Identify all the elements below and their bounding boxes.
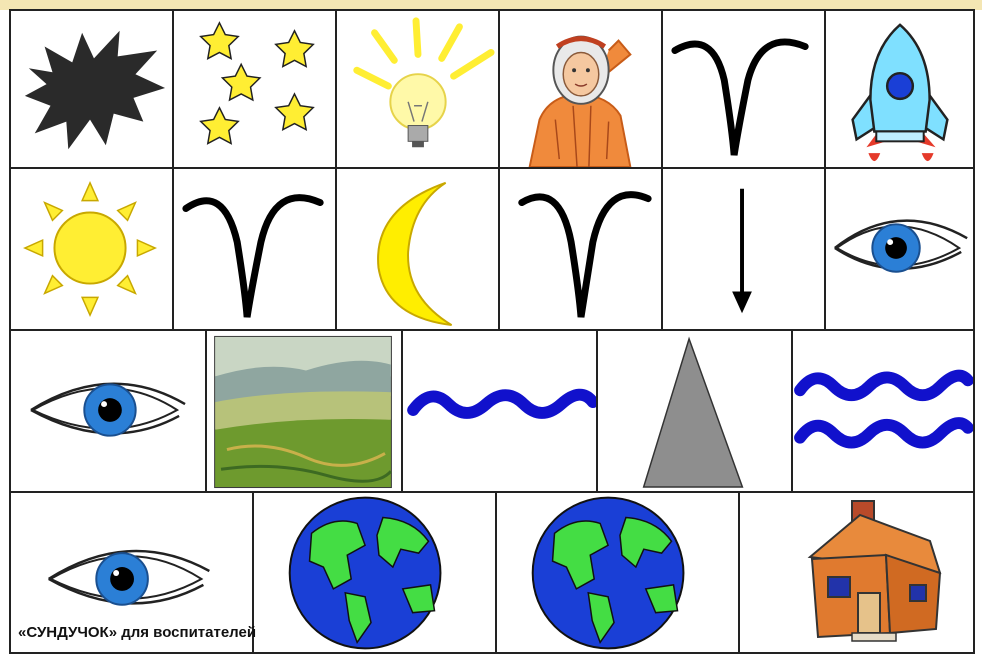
cell-eye-1	[826, 169, 973, 331]
eye-icon	[11, 331, 205, 491]
cell-painting	[207, 331, 403, 493]
cell-globe-2	[497, 493, 740, 652]
cell-wave	[403, 331, 598, 493]
cell-stars	[174, 11, 337, 169]
landscape-painting	[207, 331, 401, 491]
watermark-caption: «СУНДУЧОК» для воспитателей	[18, 624, 257, 641]
cell-curve-2	[174, 169, 337, 331]
cell-double-wave	[793, 331, 973, 493]
house-icon	[740, 493, 973, 652]
rocket-icon	[826, 11, 973, 167]
picture-puzzle-grid	[9, 9, 975, 654]
stars-icon	[174, 11, 335, 167]
cell-curve-3	[500, 169, 663, 331]
cell-explosion	[11, 11, 174, 169]
globe-icon	[254, 493, 495, 652]
cell-lightbulb	[337, 11, 500, 169]
globe-icon	[497, 493, 738, 652]
lightbulb-icon	[337, 11, 498, 167]
sun-icon	[11, 169, 172, 329]
cell-curve-1	[663, 11, 826, 169]
cell-globe-1	[254, 493, 497, 652]
cell-house	[740, 493, 973, 652]
cell-moon	[337, 169, 500, 331]
cell-triangle	[598, 331, 793, 493]
downward-curve-icon	[500, 169, 661, 329]
cell-eye-2	[11, 331, 207, 493]
downward-curve-icon	[663, 11, 824, 167]
crescent-moon-icon	[337, 169, 498, 329]
eye-icon	[826, 169, 973, 329]
cell-rocket	[826, 11, 973, 169]
cosmonaut-image	[500, 11, 661, 167]
down-arrow-icon	[663, 169, 824, 329]
downward-curve-icon	[174, 169, 335, 329]
wave-icon	[403, 331, 596, 491]
double-wave-icon	[793, 331, 973, 491]
mountain-triangle-icon	[598, 331, 791, 491]
cell-cosmonaut	[500, 11, 663, 169]
cell-sun	[11, 169, 174, 331]
explosion-icon	[11, 11, 172, 167]
cell-arrow	[663, 169, 826, 331]
